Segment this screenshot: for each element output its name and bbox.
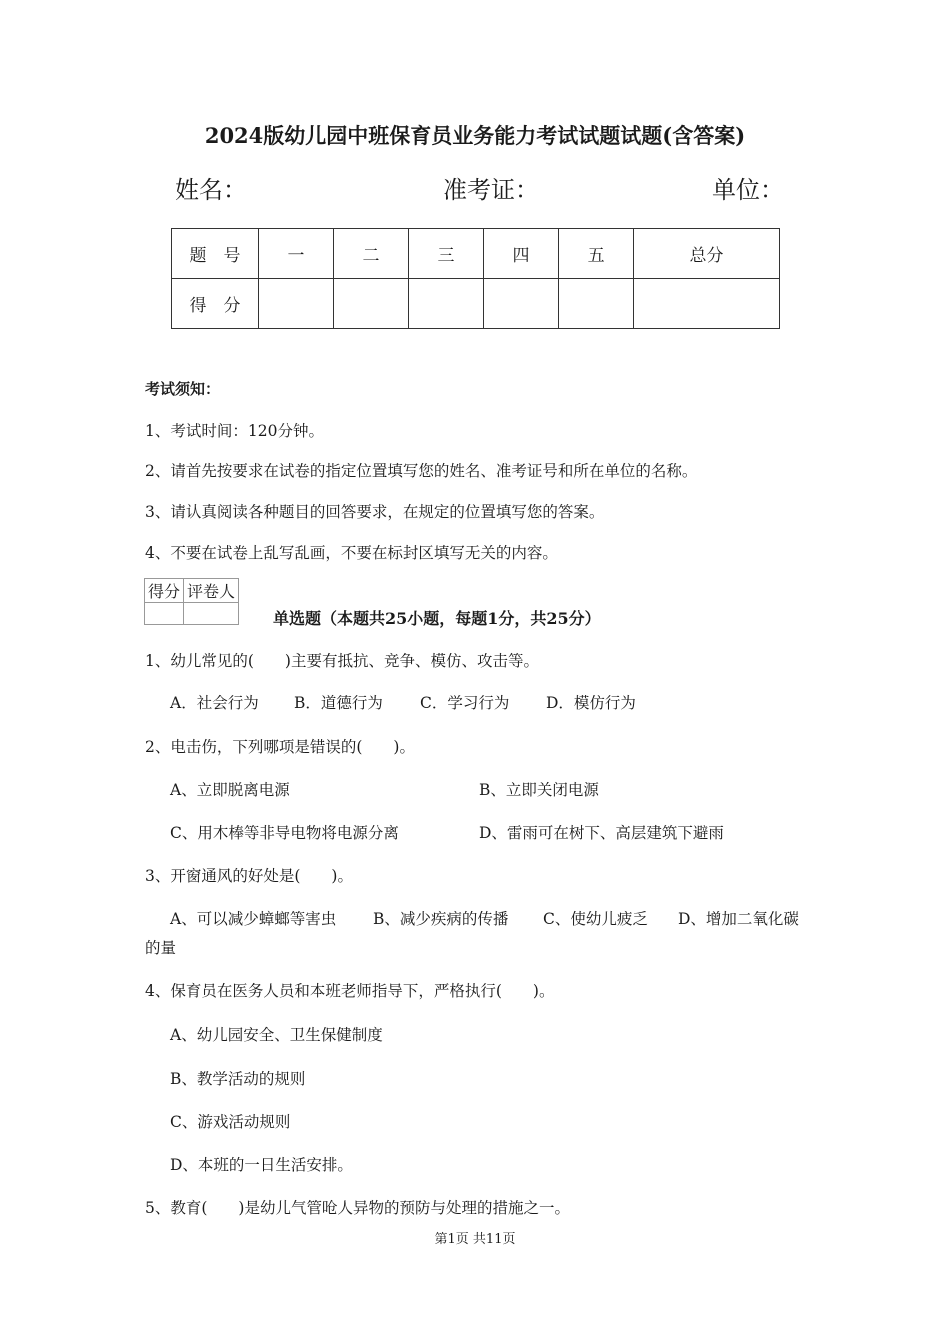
option-d: D．模仿行为 bbox=[546, 694, 636, 712]
score-header-cell: 五 bbox=[559, 229, 634, 279]
grader-score-label: 得分 bbox=[145, 579, 184, 603]
option-c: C、使幼儿疲乏 bbox=[543, 910, 648, 928]
page-footer: 第1页 共11页 bbox=[434, 1232, 516, 1247]
option-b: B、教学活动的规则 bbox=[170, 1070, 306, 1088]
score-header-cell: 三 bbox=[409, 229, 484, 279]
score-table-score-row bbox=[172, 279, 780, 329]
question-stem: 3、开窗通风的好处是( )。 bbox=[145, 867, 353, 885]
page-title: 2024版幼儿园中班保育员业务能力考试试题试题(含答案) bbox=[204, 123, 746, 148]
notice-item: 1、考试时间：120分钟。 bbox=[145, 422, 324, 440]
score-header-cell: 题 号 bbox=[172, 229, 259, 279]
question-stem: 5、教育( )是幼儿气管呛人异物的预防与处理的措施之一。 bbox=[145, 1199, 570, 1217]
unit-field-label: 单位： bbox=[712, 176, 784, 204]
score-header-cell: 四 bbox=[484, 229, 559, 279]
score-cell[interactable] bbox=[259, 279, 334, 329]
notice-item: 2、请首先按要求在试卷的指定位置填写您的姓名、准考证号和所在单位的名称。 bbox=[145, 462, 698, 480]
score-cell[interactable] bbox=[484, 279, 559, 329]
option-a: A、幼儿园安全、卫生保健制度 bbox=[170, 1026, 383, 1044]
grader-name-label: 评卷人 bbox=[184, 579, 239, 603]
option-d: D、增加二氧化碳 bbox=[678, 910, 799, 928]
notice-heading: 考试须知： bbox=[145, 380, 221, 398]
section-title: 单选题（本题共25小题，每题1分，共25分） bbox=[273, 609, 601, 628]
score-cell[interactable] bbox=[634, 279, 780, 329]
grader-name-cell[interactable] bbox=[184, 603, 239, 625]
name-field-label: 姓名： bbox=[175, 176, 247, 204]
option-a: A．社会行为 bbox=[170, 694, 259, 712]
score-cell[interactable] bbox=[559, 279, 634, 329]
option-c: C、游戏活动规则 bbox=[170, 1113, 291, 1131]
score-row-label: 得 分 bbox=[172, 279, 259, 329]
score-table bbox=[171, 228, 780, 329]
option-d-continuation: 的量 bbox=[145, 939, 177, 957]
score-cell[interactable] bbox=[334, 279, 409, 329]
option-d: D、本班的一日生活安排。 bbox=[170, 1156, 353, 1174]
score-header-cell: 二 bbox=[334, 229, 409, 279]
option-a: A、立即脱离电源 bbox=[170, 781, 290, 799]
notice-item: 3、请认真阅读各种题目的回答要求，在规定的位置填写您的答案。 bbox=[145, 503, 605, 521]
option-b: B、减少疾病的传播 bbox=[373, 910, 509, 928]
score-header-cell: 总分 bbox=[634, 229, 780, 279]
score-table-header-row bbox=[172, 229, 780, 279]
option-b: B．道德行为 bbox=[294, 694, 383, 712]
option-a: A、可以减少蟑螂等害虫 bbox=[170, 910, 337, 928]
question-stem: 4、保育员在医务人员和本班老师指导下，严格执行( )。 bbox=[145, 982, 555, 1000]
question-stem: 2、电击伤，下列哪项是错误的( )。 bbox=[145, 738, 415, 756]
option-c: C．学习行为 bbox=[420, 694, 510, 712]
exam-id-field-label: 准考证： bbox=[443, 176, 539, 204]
grader-score-cell[interactable] bbox=[145, 603, 184, 625]
question-stem: 1、幼儿常见的( )主要有抵抗、竞争、模仿、攻击等。 bbox=[145, 652, 539, 670]
notice-item: 4、不要在试卷上乱写乱画，不要在标封区填写无关的内容。 bbox=[145, 544, 558, 562]
option-c: C、用木棒等非导电物将电源分离 bbox=[170, 824, 399, 842]
grader-box bbox=[144, 578, 239, 625]
score-header-cell: 一 bbox=[259, 229, 334, 279]
option-d: D、雷雨可在树下、高层建筑下避雨 bbox=[479, 824, 724, 842]
score-cell[interactable] bbox=[409, 279, 484, 329]
option-b: B、立即关闭电源 bbox=[479, 781, 599, 799]
